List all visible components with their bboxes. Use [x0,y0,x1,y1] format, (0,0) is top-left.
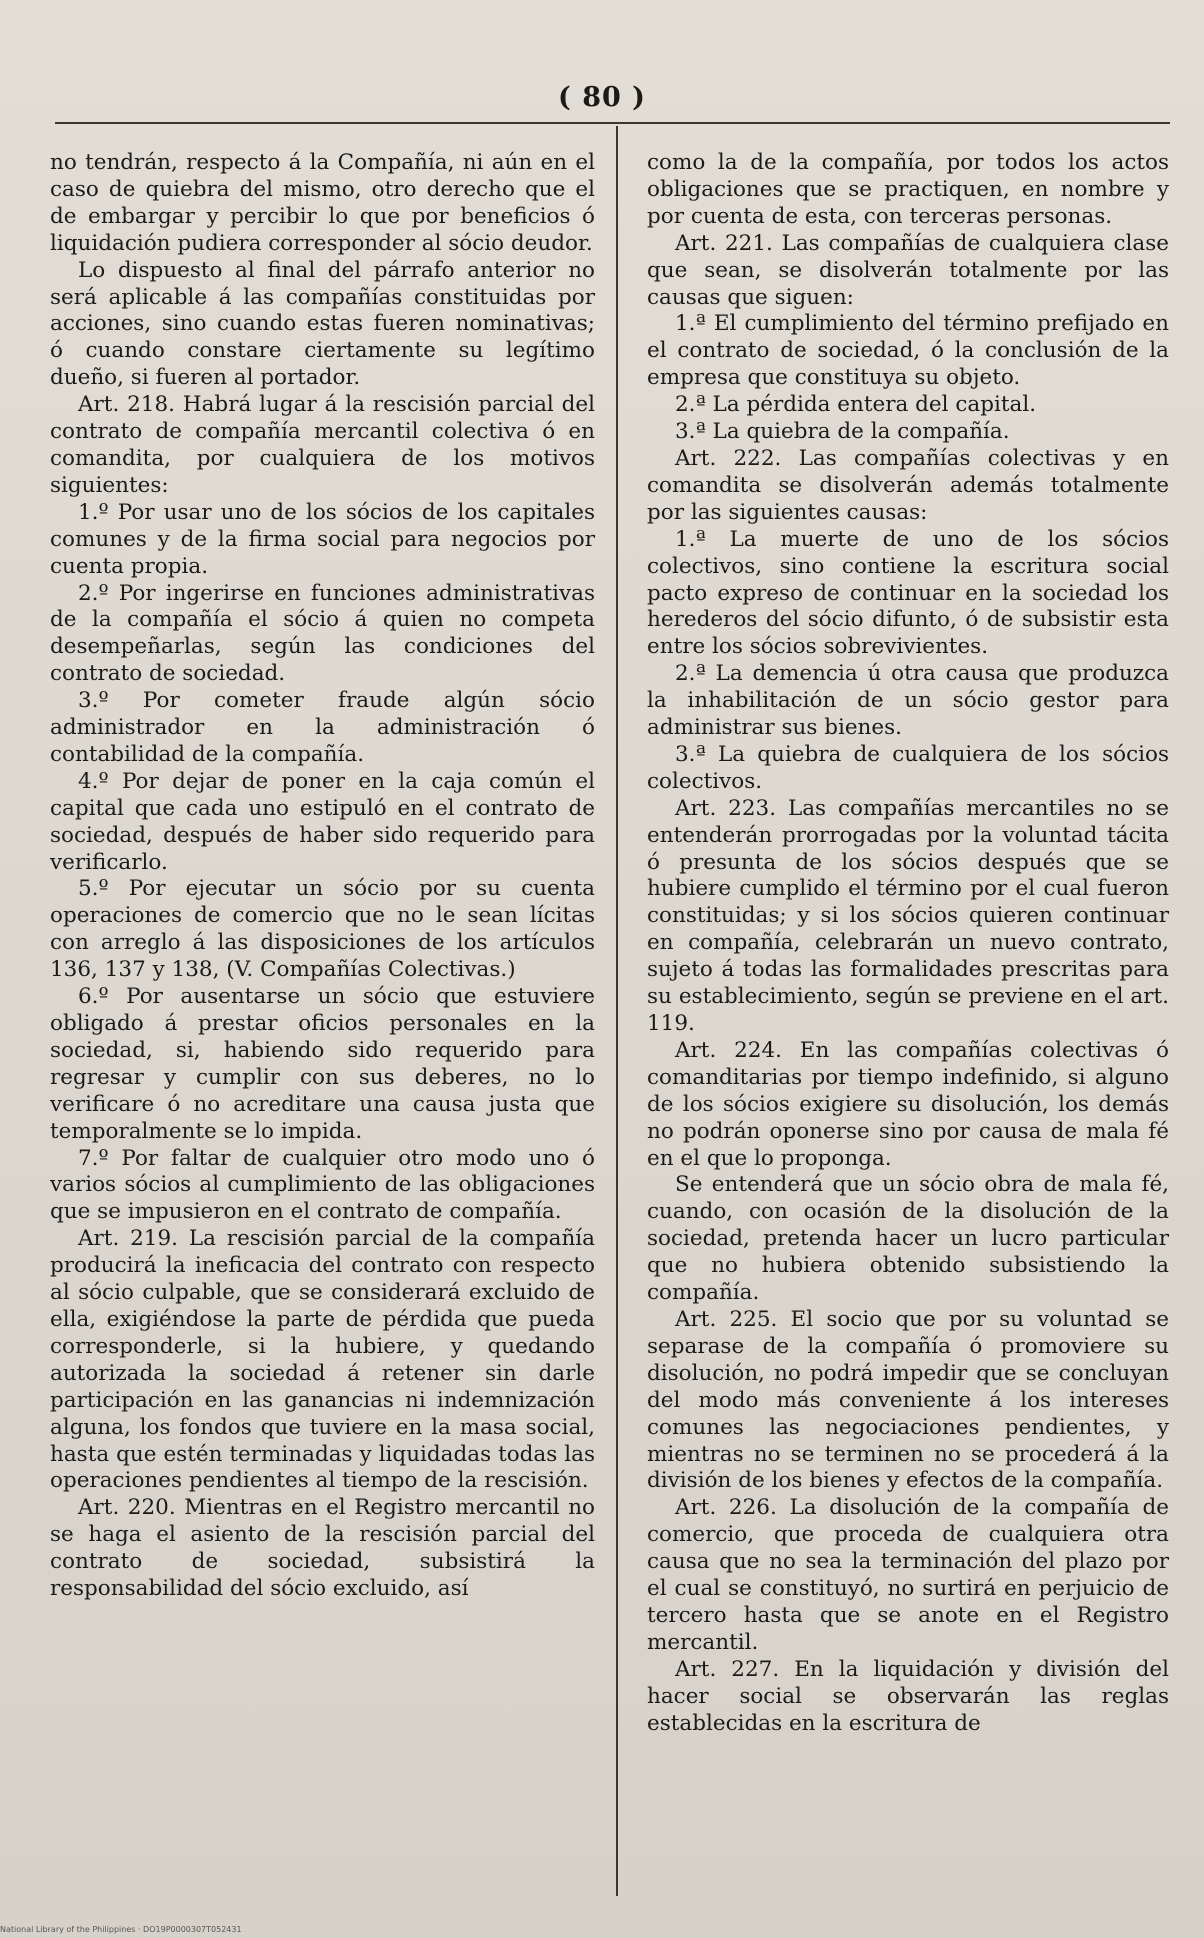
paragraph: como la de la compañía, por todos los actos obligaciones que se practiquen, en nombre y por cuenta de esta, con terceras personas. [647,150,1169,229]
paragraph: Se entenderá que un sócio obra de mala fé, cuando, con ocasión de la disolución de la sociedad, pretenda hacer un lucro particular que no hubiera obtenido subsistiendo la compañía. [647,1172,1169,1306]
paragraph: 7.º Por faltar de cualquier otro modo uno ó varios sócios al cumplimiento de las obligaciones que se impusieron en el contrato de compañía. [50,1145,595,1225]
paragraph: Lo dispuesto al final del párrafo anterior no será aplicable á las compañías constituidas por acciones, sino cuando estas fueren nominativas; ó cuando constare ciertamente su legítimo dueño, si fueren al portador. [50,257,595,391]
left-column [50,150,595,1603]
right-column [647,150,1169,1737]
paragraph: 6.º Por ausentarse un sócio que estuviere obligado á prestar oficios personales en la sociedad, si, habiendo sido requerido para regresar y cumplir con sus deberes, no lo verificare ó no acreditare una causa justa que temporalmente se lo impida. [50,984,595,1144]
footer-credit: National Library of the Philippines · DO19P0000307T052431 [0,1925,242,1934]
paragraph: 2.ª La demencia ú otra causa que produzca la inhabilitación de un sócio gestor para administrar sus bienes. [647,661,1169,741]
article-226: Art. 226. La disolución de la compañía de comercio, que proceda de cualquiera otra causa que no sea la terminación del plazo por el cual se constituyó, no surtirá en perjuicio de tercero hasta que se anote en el Registro mercantil. [647,1495,1169,1655]
paragraph: 1.ª El cumplimiento del término prefijado en el contrato de sociedad, ó la conclusión de la empresa que constituya su objeto. [647,311,1169,391]
paragraph: 1.º Por usar uno de los sócios de los capitales comunes y de la firma social para negocios por cuenta propia. [50,499,595,579]
column-divider [616,126,618,1896]
header-rule [55,122,1170,124]
paragraph: 2.º Por ingerirse en funciones administrativas de la compañía el sócio á quien no competa desempeñarlas, según las condiciones del contrato de sociedad. [50,580,595,687]
paragraph: 3.ª La quiebra de cualquiera de los sócios colectivos. [647,741,1169,794]
article-224: Art. 224. En las compañías colectivas ó comanditarias por tiempo indefinido, si alguno de los sócios exigiere su disolución, los demás no podrán oponerse sino por causa de mala fé en el que lo proponga. [647,1037,1169,1171]
paragraph: 4.º Por dejar de poner en la caja común el capital que cada uno estipuló en el contrato de sociedad, después de haber sido requerido para verificarlo. [50,768,595,875]
paragraph: 2.ª La pérdida entera del capital. [675,392,1037,418]
paragraph: 3.ª La quiebra de la compañía. [675,419,1010,445]
article-221: Art. 221. Las compañías de cualquiera clase que sean, se disolverán totalmente por las causas que siguen: [647,230,1169,310]
article-218: Art. 218. Habrá lugar á la rescisión parcial del contrato de compañía mercantil colectiva ó en comandita, por cualquiera de los motivos siguientes: [50,392,595,498]
paragraph: 1.ª La muerte de uno de los sócios colectivos, sino contiene la escritura social pacto expreso de continuar en la sociedad los herederos del sócio difunto, ó de subsistir esta entre los sócios sobrevivientes. [647,526,1169,660]
paragraph: 5.º Por ejecutar un sócio por su cuenta operaciones de comercio que no le sean lícitas con arreglo á las disposiciones de los artículos 136, 137 y 138, (V. Compañías Colectivas.) [50,876,595,983]
article-219: Art. 219. La rescisión parcial de la compañía producirá la ineficacia del contrato con respecto al sócio culpable, que se considerará excluido de ella, exigiéndose la parte de pérdida que pueda corresponderle, si la hubiere, y quedando autorizada la sociedad á retener sin darle participación en las ganancias ni indemnización alguna, los fondos que tuviere en la masa social, hasta que estén terminadas y liquidadas todas las operaciones pendientes al tiempo de la rescisión. [50,1226,595,1494]
article-225: Art. 225. El socio que por su voluntad se separase de la compañía ó promoviere su disolución, no podrá impedir que se concluyan del modo más conveniente á los intereses comunes las negociaciones pendientes, y mientras no se terminen no se procederá á la división de los bienes y efectos de la compañía. [647,1306,1169,1494]
article-220: Art. 220. Mientras en el Registro mercantil no se haga el asiento de la rescisión parcial del contrato de sociedad, subsistirá la responsabilidad del sócio excluido, así [50,1495,595,1602]
paragraph: no tendrán, respecto á la Compañía, ni aún en el caso de quiebra del mismo, otro derecho que el de embargar y percibir lo que por beneficios ó liquidación pudiera corresponder al sócio deudor. [50,150,595,256]
article-227: Art. 227. En la liquidación y división del hacer social se observarán las reglas establecidas en la escritura de [647,1656,1169,1736]
article-223: Art. 223. Las compañías mercantiles no se entenderán prorrogadas por la voluntad tácita ó presunta de los sócios después que se hubiere cumplido el término por el cual fueron constituidas; y si los sócios quieren continuar en compañía, celebrarán un nuevo contrato, sujeto á todas las formalidades prescritas para su establecimiento, según se previene en el art. 119. [647,795,1169,1036]
article-222: Art. 222. Las compañías colectivas y en comandita se disolverán además totalmente por las siguientes causas: [647,445,1169,525]
paragraph: 3.º Por cometer fraude algún sócio administrador en la administración ó contabilidad de la compañía. [50,688,595,767]
page-number: ( 80 ) [558,82,646,113]
